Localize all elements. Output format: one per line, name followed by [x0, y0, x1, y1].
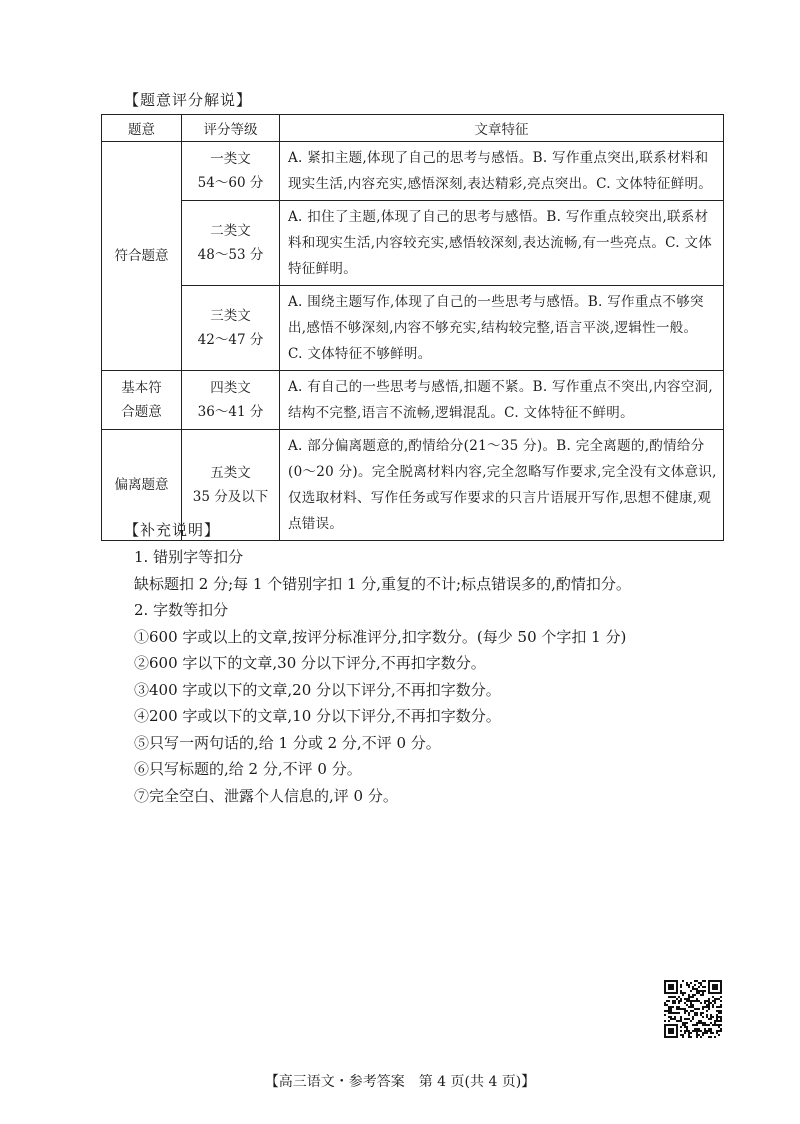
supplement-item: ①600 字或以上的文章,按评分标准评分,扣字数分。(每少 50 个字扣 1 分): [134, 627, 627, 646]
grade-cell: [182, 201, 280, 286]
table-row: [102, 142, 724, 201]
table-row: [102, 201, 724, 286]
grade-score: 48～53 分: [197, 247, 264, 263]
section-title-supplement: 【补充说明】: [124, 521, 221, 539]
feature-cell: [280, 142, 724, 201]
table-row: [102, 286, 724, 371]
feature-cell: [280, 430, 724, 541]
feature-line: A. 有自己的一些思考与感悟,扣题不紧。B. 写作重点不突出,内容空洞,: [288, 379, 714, 395]
page-footer: 【高三语文・参考答案 第 4 页(共 4 页)】: [264, 1074, 536, 1090]
category-cell: 符合题意: [102, 142, 182, 371]
feature-line: A. 部分偏离题意的,酌情给分(21～35 分)。B. 完全离题的,酌情给分: [288, 438, 705, 454]
supplement-item: ⑦完全空白、泄露个人信息的,评 0 分。: [134, 786, 398, 805]
feature-line: (0～20 分)。完全脱离材料内容,完全忽略写作要求,完全没有文体意识,: [288, 464, 717, 480]
supplement-item: ③400 字或以下的文章,20 分以下评分,不再扣字数分。: [134, 680, 501, 699]
supplement-item: ⑤只写一两句话的,给 1 分或 2 分,不评 0 分。: [134, 733, 441, 752]
section-title-rubric: 【题意评分解说】: [124, 91, 253, 109]
feature-line: 出,感悟不够深刻,内容不够充实,结构较完整,语言平淡,逻辑性一般。: [288, 320, 698, 336]
grade-name: 五类文: [210, 465, 251, 481]
grade-score: 36～41 分: [197, 404, 264, 420]
grade-cell: [182, 142, 280, 201]
header-features: 文章特征: [280, 115, 724, 142]
grade-cell: [182, 371, 280, 430]
grade-score: 42～47 分: [197, 332, 264, 348]
feature-line: 料和现实生活,内容较充实,感悟较深刻,表达流畅,有一些亮点。C. 文体: [288, 235, 713, 251]
category-line: 基本符: [121, 380, 162, 396]
feature-line: A. 紧扣主题,体现了自己的思考与感悟。B. 写作重点突出,联系材料和: [288, 150, 709, 166]
feature-cell: [280, 371, 724, 430]
grade-name: 三类文: [210, 308, 251, 324]
feature-line: 结构不完整,语言不流畅,逻辑混乱。C. 文体特征不鲜明。: [288, 405, 634, 421]
feature-line: 现实生活,内容充实,感悟深刻,表达精彩,亮点突出。C. 文体特征鲜明。: [288, 176, 713, 192]
supplement-item: 缺标题扣 2 分;每 1 个错别字扣 1 分,重复的不计;标点错误多的,酌情扣分。: [134, 574, 631, 593]
supplement-item: ⑥只写标题的,给 2 分,不评 0 分。: [134, 760, 362, 778]
grade-name: 一类文: [210, 151, 251, 167]
category-line: 合题意: [121, 404, 162, 420]
feature-line: A. 围绕主题写作,体现了自己的一些思考与感悟。B. 写作重点不够突: [288, 294, 704, 310]
grade-name: 二类文: [210, 223, 251, 239]
feature-line: 点错误。: [288, 516, 344, 532]
supplement-item: ④200 字或以下的文章,10 分以下评分,不再扣字数分。: [134, 707, 501, 725]
supplement-list: [134, 544, 631, 809]
feature-line: A. 扣住了主题,体现了自己的思考与感悟。B. 写作重点较突出,联系材: [288, 209, 709, 225]
table-header-row: [102, 115, 724, 142]
feature-line: 特征鲜明。: [288, 261, 357, 277]
qr-code-icon: [664, 980, 722, 1038]
category-cell: 偏离题意: [102, 430, 182, 541]
table-row: [102, 371, 724, 430]
grade-name: 四类文: [210, 380, 251, 396]
grade-cell: [182, 286, 280, 371]
header-grade: 评分等级: [182, 115, 280, 142]
header-topic: 题意: [102, 115, 182, 142]
feature-line: C. 文体特征不够鲜明。: [288, 346, 432, 362]
grade-score: 35 分及以下: [192, 489, 269, 505]
feature-cell: [280, 201, 724, 286]
grade-score: 54～60 分: [197, 175, 264, 191]
feature-cell: [280, 286, 724, 371]
supplement-heading: 2. 字数等扣分: [134, 601, 229, 619]
category-cell: [102, 371, 182, 430]
rubric-table: [101, 114, 724, 541]
supplement-heading: 1. 错别字等扣分: [134, 548, 244, 566]
supplement-item: ②600 字以下的文章,30 分以下评分,不再扣字数分。: [134, 654, 486, 672]
feature-line: 仅选取材料、写作任务或写作要求的只言片语展开写作,思想不健康,观: [288, 490, 712, 506]
